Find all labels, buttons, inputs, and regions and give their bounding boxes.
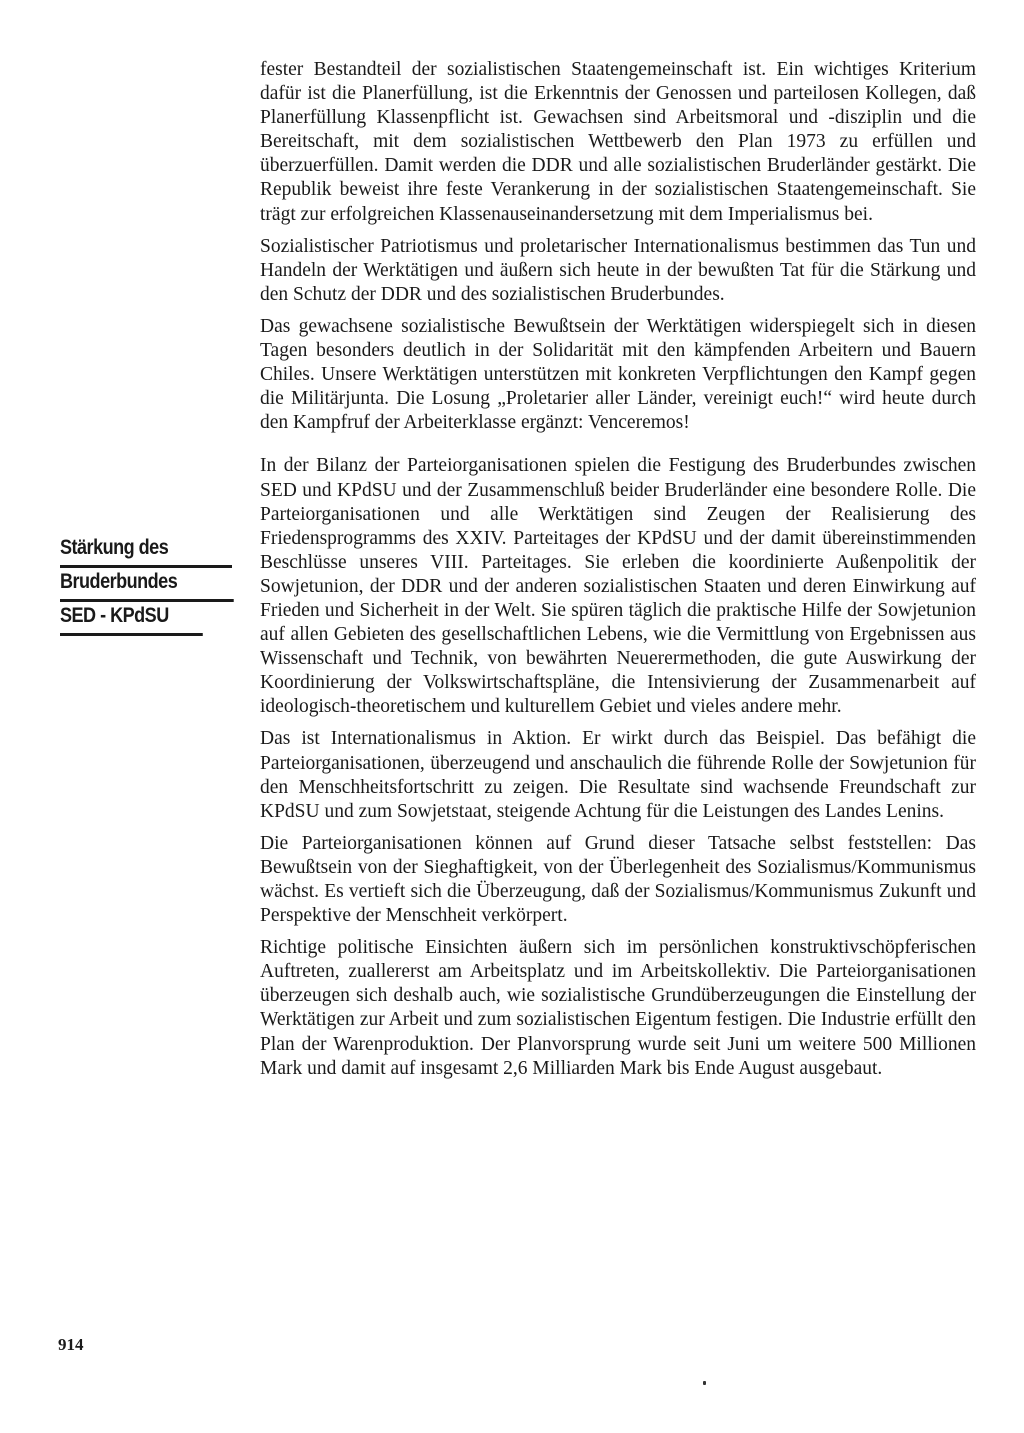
- marginal-heading-line: SED - KPdSU: [60, 604, 203, 636]
- marginal-heading-line: Bruderbundes: [60, 570, 234, 602]
- paragraph: Das gewachsene sozialistische Bewußtsein der Werktätigen widerspiegelt sich in diesen Tagen besonders deutlich in der Solidarität mit den kämpfenden Arbeitern und Bauern Chiles. Unsere Werktätigen unterstützen mit konkreten Verpflichtungen den Kampf gegen die Militärjunta. Die Losung „Proletarier aller Länder, vereinigt euch!“ wird heute durch den Kampfruf der Arbeiterklasse ergänzt: Venceremos!: [260, 315, 976, 434]
- paragraph: In der Bilanz der Parteiorganisationen spielen die Festigung des Bruderbundes zwischen SED und KPdSU und der Zusammenschluß beider Bruderländer eine besondere Rolle. Die Parteiorganisationen und alle Werktätigen sind Zeugen der Realisierung des Friedensprogramms des XXIV. Parteitages der KPdSU und der damit übereinstimmenden Beschlüsse unseres VIII. Parteitages. Sie erleben die koordinierte Außenpolitik der Sowjetunion, der DDR und der anderen sozialistischen Staaten und deren Einwirkung auf Frieden und Sicherheit in der Welt. Sie spüren täglich die praktische Hilfe der Sowjetunion auf allen Gebieten des gesellschaftlichen Lebens, wie die Vermittlung von Ergebnissen aus Wissenschaft und Technik, von bewährten Neuerermethoden, die gute Auswirkung der Koordinierung der Volkswirtschaftspläne, die Intensivierung der Zusammenarbeit auf ideologisch-theoretischem und kulturellem Gebiet und vieles andere mehr.: [260, 455, 976, 718]
- paragraph: Das ist Internationalismus in Aktion. Er wirkt durch das Beispiel. Das befähigt die Parteiorganisationen, überzeugend und anschaulich die führende Rolle der Sowjetunion für den Menschheitsfortschritt zu zeigen. Die Resultate sind wachsende Freundschaft zur KPdSU und zum Sowjetstaat, steigende Achtung für die Leistungen des Landes Lenins.: [260, 728, 976, 822]
- paragraph: fester Bestandteil der sozialistischen Staatengemeinschaft ist. Ein wichtiges Kriterium dafür ist die Planerfüllung, ist die Erkenntnis der Genossen und parteilosen Kollegen, daß Planerfüllung Klassenpflicht ist. Gewachsen sind Arbeitsmoral und -disziplin und die Bereitschaft, mit dem sozialistischen Wettbewerb den Plan 1973 zu erfüllen und überzuerfüllen. Damit werden die DDR und alle sozialistischen Bruderländer gestärkt. Die Republik beweist ihre feste Verankerung in der sozialistischen Staatengemeinschaft. Sie trägt zur erfolgreichen Klassenauseinandersetzung mit dem Imperialismus bei.: [260, 59, 976, 225]
- body-text-column: [260, 58, 976, 1089]
- paragraph: Richtige politische Einsichten äußern sich im persönlichen konstruktivschöpferischen Auftreten, zuallererst am Arbeitsplatz und im Arbeitskollektiv. Die Parteiorganisationen überzeugen sich deshalb auch, wie sozialistische Grundüberzeugungen die Einstellung der Werktätigen zur Arbeit und zum sozialistischen Eigentum festigen. Die Industrie erfüllt den Plan der Warenproduktion. Der Planvorsprung wurde seit Juni um weitere 500 Millionen Mark und damit auf insgesamt 2,6 Milliarden Mark bis Ende August ausgebaut.: [260, 937, 976, 1079]
- page-number: 914: [58, 1335, 84, 1354]
- paragraph: Die Parteiorganisationen können auf Grund dieser Tatsache selbst feststellen: Das Bewußtsein von der Sieghaftigkeit, von der Überlegenheit des Sozialismus/Kommunismus wächst. Es vertieft sich die Überzeugung, daß der Sozialismus/Kommunismus Zukunft und Perspektive der Menschheit verkörpert.: [260, 832, 976, 927]
- marginal-heading-line: Stärkung des: [60, 536, 232, 568]
- print-speck: [703, 1381, 706, 1385]
- paragraph: Sozialistischer Patriotismus und proletarischer Internationalismus bestimmen das Tun und Handeln der Werktätigen und äußern sich heute in der bewußten Tat für die Stärkung und den Schutz der DDR und des sozialistischen Bruderbundes.: [260, 235, 976, 305]
- marginal-heading: [60, 536, 238, 638]
